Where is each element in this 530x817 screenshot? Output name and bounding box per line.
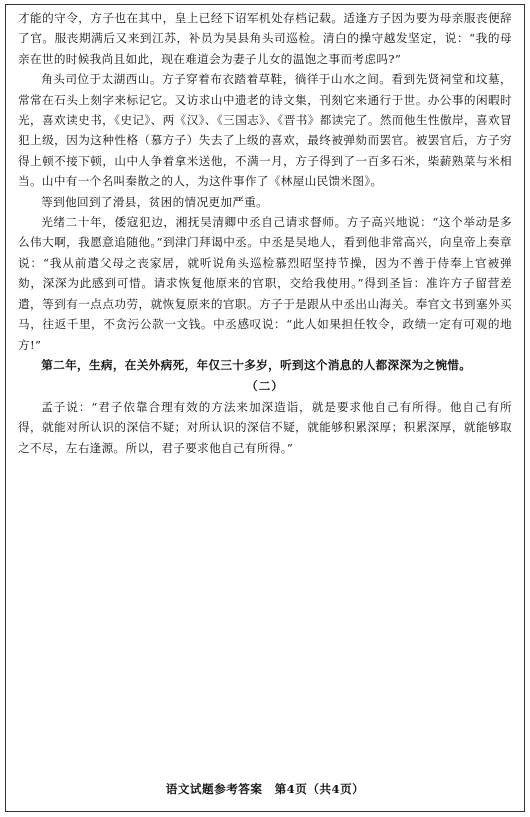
page-footer: 语文试题参考答案 第4页（共4页） bbox=[165, 782, 365, 796]
paragraph-death: 第二年，生病，在关外病死，年仅三十多岁，听到这个消息的人都深深为之惋惜。 bbox=[41, 357, 472, 372]
section-heading-2: （二） bbox=[246, 379, 284, 394]
paragraph-jiaotousi: 角头司位于太湖西山。方子穿着布衣踏着草鞋，徜徉于山水之间。看到先贤祠堂和坟墓，常常在石头上刻字来标记它。又访求山中遗老的诗文集，刊刻它来通行于世。办公事的闲暇时光，喜欢读史书，《史记》、两《汉》、《三国志》、《晋书》都读完了。然而他生性傲岸，喜欢冒犯上级，因为这种性格（慕方子）失去了上级的喜欢，最终被弹劾而罢官。被罢官后，方子穷得上顿不接下顿，山中人争着拿米送他，不满一月，方子得到了一百多石米，柴薪熟菜与米相当。山中有一个名叫秦散之的人，为这件事作了《林屋山民馈米图》。 bbox=[18, 72, 512, 189]
translation-body bbox=[18, 8, 512, 458]
paragraph-guangxu: 光绪二十年，倭寇犯边，湘抚吴清卿中丞自己请求督师。方子高兴地说：“这个举动是多么伟大啊，我愿意追随他。”到津门拜谒中丞。中丞是吴地人，看到他非常高兴，向皇帝上奏章说：“我从前遣父母之丧家居，就听说角头巡检慕烈昭坚持节操，因为不善于侍奉上官被弹劾，深深为此感到可惜。请求恢复他原来的官职，交给我使用。”得到圣旨：准许方子留营差遣，等到有一点点功劳，就恢复原来的官职。方子于是跟从中丞出山海关。奉官文书到塞外买马，往返千里，不贪污公款一文钱。中丞感叹说：“此人如果担任牧令，政绩一定有可观的地方!” bbox=[18, 215, 512, 352]
paragraph-mencius: 孟子说：“君子依靠合理有效的方法来加深造诣，就是要求他自己有所得。他自己有所得，就能对所认识的深信不疑；对所认识的深信不疑，就能够积累深厚；积累深厚，就能够取之不尽，左右逢源。所以，君子要求他自己有所得。” bbox=[18, 399, 512, 455]
paragraph-huaxian: 等到他回到了滑县，贫困的情况更加严重。 bbox=[41, 194, 269, 209]
paragraph-continued: 才能的守令，方子也在其中，皇上已经下诏军机处存档记载。适逢方子因为要为母亲服丧便辞了官。服丧期满后又来到江苏，补员为吴县角头司巡检。清白的操守越发坚定，说：“我的母亲在世的时候我尚且如此，现在难道会为妻子儿女的温饱之事而考虑吗?” bbox=[18, 11, 512, 66]
